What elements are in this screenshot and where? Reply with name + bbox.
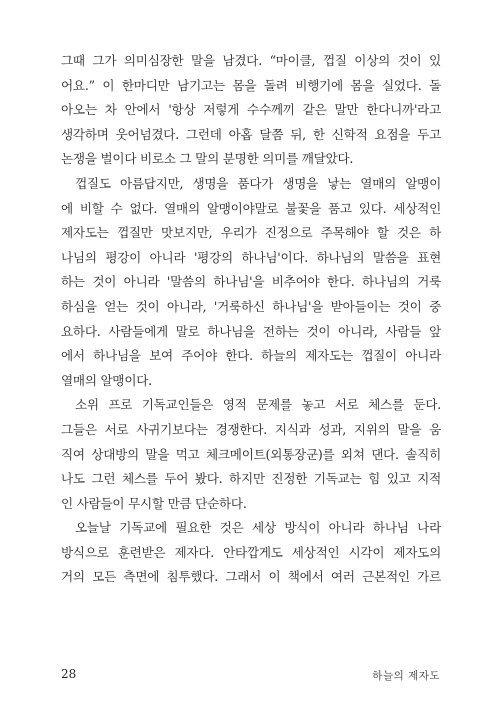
running-footer-title: 하늘의 제자도	[372, 670, 440, 682]
text-line: 껍질도 아름답지만, 생명을 품다가 생명을 낳는 열매의 알맹이	[75, 175, 441, 191]
body-text	[61, 49, 441, 590]
text-line: 거의 모든 측면에 침투했다. 그래서 이 책에서 여러 근본적인 가르	[61, 569, 441, 585]
text-line: 하심을 얻는 것이 아니라, '거룩하신 하나님'을 받아들이는 것이 중	[61, 298, 441, 314]
text-line: 인 사람들이 무시할 만큼 단순하다.	[61, 495, 247, 511]
text-line: 나도 그런 체스를 두어 봤다. 하지만 진정한 기독교는 힘 있고 지적	[61, 471, 441, 487]
text-line: 어요.” 이 한마디만 남기고는 몸을 돌려 비행기에 몸을 실었다. 돌	[61, 77, 441, 93]
page-number: 28	[61, 667, 77, 681]
text-line: 논쟁을 벌이다 비로소 그 말의 분명한 의미를 깨달았다.	[61, 151, 354, 167]
text-line: 그때 그가 의미심장한 말을 남겼다. “마이클, 껍질 이상의 것이 있	[61, 53, 441, 68]
text-line: 아오는 차 안에서 '항상 저렇게 수수께끼 같은 말만 한다니까'라고	[61, 102, 441, 118]
text-line: 에 비할 수 없다. 열매의 알맹이야말로 불꽃을 품고 있다. 세상적인	[61, 200, 441, 216]
text-line: 생각하며 웃어넘겼다. 그런데 아홉 달쯤 뒤, 한 신학적 요점을 두고	[61, 126, 441, 142]
text-line: 직여 상대방의 말을 먹고 체크메이트(외통장군)를 외쳐 댄다. 솔직히	[61, 446, 441, 462]
text-line: 나님의 평강이 아니라 '평강의 하나님'이다. 하나님의 말씀을 표현	[61, 249, 441, 265]
text-line: 하는 것이 아니라 '말씀의 하나님'을 비추어야 한다. 하나님의 거룩	[61, 274, 441, 290]
text-line: 그들은 서로 사귀기보다는 경쟁한다. 지식과 성과, 지위의 말을 움	[61, 421, 441, 437]
text-line: 방식으로 훈련받은 제자다. 안타깝게도 세상적인 시각이 제자도의	[61, 544, 441, 560]
text-line: 열매의 알맹이다.	[61, 372, 152, 388]
text-line: 에서 하나님을 보여 주어야 한다. 하늘의 제자도는 껍질이 아니라	[61, 348, 441, 364]
text-line: 오늘날 기독교에 필요한 것은 세상 방식이 아니라 하나님 나라	[75, 520, 441, 536]
text-line: 제자도는 껍질만 맛보지만, 우리가 진정으로 주목해야 할 것은 하	[61, 225, 441, 241]
text-line: 요하다. 사람들에게 말로 하나님을 전하는 것이 아니라, 사람들 앞	[61, 323, 441, 339]
text-line: 소위 프로 기독교인들은 영적 문제를 놓고 서로 체스를 둔다.	[75, 397, 441, 413]
